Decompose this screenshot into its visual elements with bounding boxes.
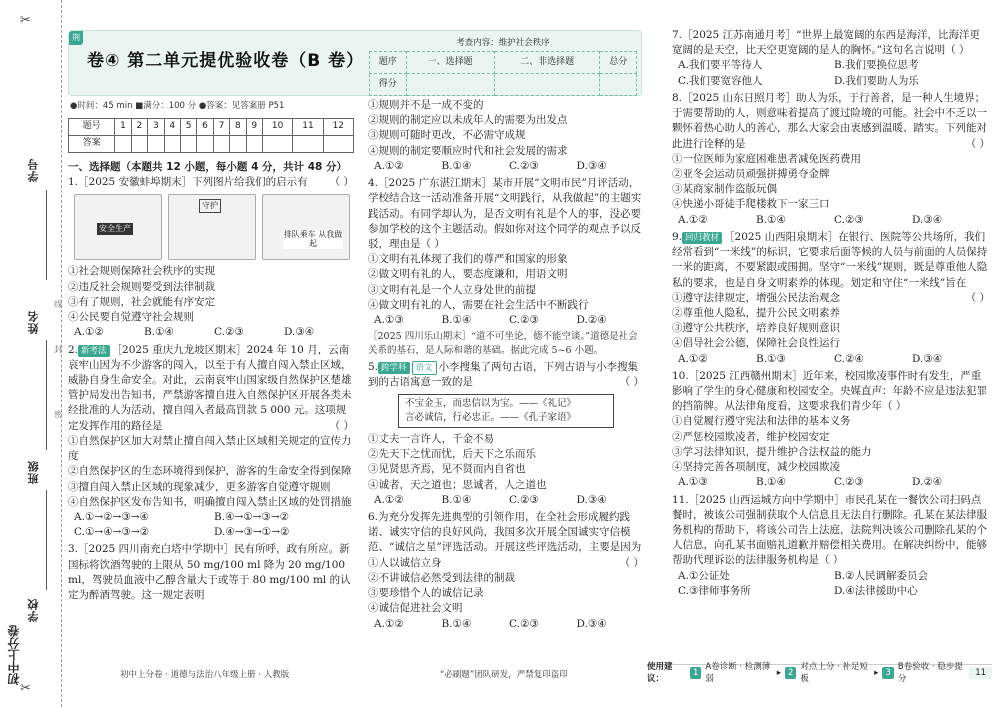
question-8 bbox=[672, 91, 990, 228]
choice-c[interactable]: C.②③ bbox=[214, 326, 244, 339]
safety-picture: 安全生产 bbox=[74, 194, 162, 260]
score-col-choice: 一、选择题 bbox=[406, 52, 494, 74]
answer-cell[interactable] bbox=[230, 136, 246, 153]
choices bbox=[374, 617, 644, 632]
name-label: 姓名 bbox=[27, 310, 40, 334]
choice-b[interactable]: B.①④ bbox=[441, 617, 472, 630]
choices bbox=[678, 584, 990, 599]
choice-a[interactable]: A.①② bbox=[678, 352, 708, 365]
footer-left: 初中上分卷 · 道德与法治八年级上册 · 人教版 bbox=[120, 670, 290, 680]
student-no-line bbox=[46, 190, 47, 280]
choice-d[interactable]: D.②④ bbox=[576, 314, 607, 327]
q5-stem: 小李搜集了两句古语，下列古语与小李搜集到的古语寓意一致的是 bbox=[368, 360, 639, 389]
question-number-cell: 2 bbox=[131, 119, 147, 136]
question-1 bbox=[68, 175, 354, 340]
option: ②自然保护区的生态环境得到保护，游客的生命安全得到保障 bbox=[68, 465, 352, 478]
q2-paren: （ ） bbox=[329, 419, 354, 432]
q4-stem: 4.［2025 广东湛江期末］某市开展“文明市民”月评活动，学校结合这一活动准备开展“文明践行，从我做起”的主题实践活动。有同学却认为，是否文明有礼是个人的事，没必要参加学校的这个主题活动。假如你对这个同学的观点予以反驳，理由是（ ） bbox=[368, 177, 642, 250]
choices bbox=[678, 58, 990, 73]
q10-stem: 10.［2025 江西赣州期末］近年来，校园欺凌事件时有发生，严重影响了学生的身心健康和校园安全。央媒直声：年龄不应是违法犯罪的挡箭牌。从法律角度看，这要求我们青少年（ ） bbox=[672, 369, 987, 413]
arrow-icon: ▸ bbox=[874, 667, 879, 678]
brand-logo: 初中上分卷 bbox=[7, 625, 21, 685]
choices bbox=[374, 493, 644, 508]
material-text: ［2025 四川乐山期末］“道不可坐论，德不能空谈。”道德是社会关系的基石，是人际和谐的基础。据此完成 5~6 小题。 bbox=[368, 331, 638, 357]
column-1 bbox=[68, 160, 354, 605]
q8-paren: （ ） bbox=[965, 137, 990, 150]
choice-b[interactable]: B.我们要换位思考 bbox=[834, 59, 919, 72]
answer-cell[interactable] bbox=[180, 136, 196, 153]
section-title: 一、选择题（本题共 12 小题，每小题 4 分，共计 48 分） bbox=[68, 161, 347, 173]
option: ①社会规则保障社会秩序的实现 bbox=[68, 265, 215, 278]
quote-box bbox=[398, 394, 614, 428]
question-number-cell: 12 bbox=[323, 119, 353, 136]
score-cell[interactable] bbox=[406, 74, 494, 96]
q5-paren: （ ） bbox=[619, 376, 644, 389]
option: ③文明有礼是一个人立身处世的前提 bbox=[368, 283, 536, 296]
q9-stem: ［2025 山西阳泉期末］在银行、医院等公共场所，我们经常看到“一米线”的标识，它要求后面等候的人员与前面的人员保持一米的距离，不要紧跟或围拥。坚守“一米线”规则，既是尊重他人隐私的要求，也是自身文明素养的体现。划定和守住“一米线”旨在 bbox=[672, 230, 988, 289]
choice-a[interactable]: A.①③ bbox=[374, 314, 404, 327]
choice-c[interactable]: C.②③ bbox=[834, 213, 864, 226]
answer-cell[interactable] bbox=[293, 136, 323, 153]
question-2: 2. 新考法 ［2025 重庆九龙坡区期末］2024 年 10 月，云南哀牢山因为不少游客的闯入，以至于有人擅自闯入禁止区域，威胁自身生命安全。对此，云南哀牢山国家级自然保护区楚雄管护局发出告知书，严禁游客擅自进入自然保护区开展各类未经批准的人为活动，擅自闯入者最高罚款 5 000 元。这项规定发挥作用的路径是 （ ） ①自然保护区加大对禁止擅自闯入禁止区域相关规定的宣传力度 ②自然保护区的生态环境得到保护，游客的生命安全得到保障 ③擅自闯入禁止区域的现象减少，更多游客自觉遵守规则 ④自然保护区发布告知书，明确擅自闯入禁止区域的处罚措施 A.①→②→③→④ B.④→①→③→② C.①→④→③→② D.④→③→①→② bbox=[68, 343, 354, 541]
question-number-cell: 5 bbox=[180, 119, 196, 136]
option: ③某商家制作盗版玩偶 bbox=[672, 183, 777, 196]
quote-2: 言必诚信，行必忠正。——《孔子家语》 bbox=[405, 412, 577, 424]
option: ②严惩校园欺凌者，维护校园安定 bbox=[672, 430, 830, 443]
option: ②尊重他人隐私，提升公民文明素养 bbox=[672, 306, 840, 319]
choice-b[interactable]: B.①④ bbox=[441, 159, 472, 172]
choice-d[interactable]: D.③④ bbox=[576, 159, 607, 172]
option: ④做文明有礼的人，需要在社会生活中不断践行 bbox=[368, 298, 589, 311]
question-number-cell: 7 bbox=[213, 119, 229, 136]
choice-d[interactable]: D.③④ bbox=[912, 213, 943, 226]
question-3 bbox=[68, 542, 354, 603]
scissors-icon: ✂ bbox=[20, 13, 31, 28]
choice-a[interactable]: A.①② bbox=[374, 493, 404, 506]
choice-a[interactable]: A.①→②→③→④ bbox=[74, 510, 149, 523]
score-table bbox=[369, 37, 637, 96]
chinese-badge: 语文 bbox=[412, 361, 437, 375]
choices bbox=[678, 213, 990, 228]
choice-c[interactable]: C.②④ bbox=[834, 352, 864, 365]
score-cell[interactable] bbox=[600, 74, 637, 96]
question-number-cell: 11 bbox=[293, 119, 323, 136]
name-line bbox=[46, 340, 47, 450]
question-11 bbox=[672, 493, 990, 600]
option: ③擅自闯入禁止区域的现象减少，更多游客自觉遵守规则 bbox=[68, 480, 331, 493]
question-10 bbox=[672, 369, 990, 491]
choice-a[interactable]: A.我们要平等待人 bbox=[678, 59, 763, 72]
step-1-number: 1 bbox=[690, 667, 701, 679]
choice-d[interactable]: D.④法律援助中心 bbox=[834, 584, 918, 597]
choice-a[interactable]: A.①② bbox=[74, 326, 104, 339]
textbook-badge: 回归教材 bbox=[682, 232, 722, 244]
step-1: A卷诊断 · 检测薄弱 bbox=[705, 661, 771, 684]
option: ①文明有礼体现了我们的尊严和国家的形象 bbox=[368, 253, 568, 266]
choices bbox=[678, 352, 990, 367]
choice-b[interactable]: B.①③ bbox=[756, 352, 786, 365]
arrow-icon: ▸ bbox=[776, 667, 781, 678]
option: ③有了规则，社会就能有序安定 bbox=[68, 295, 215, 308]
question-7 bbox=[672, 28, 990, 89]
choice-b[interactable]: B.①④ bbox=[144, 326, 174, 339]
option: ④诚者，天之道也；思诚者，人之道也 bbox=[368, 478, 547, 491]
guard-picture: 守护 bbox=[168, 194, 256, 260]
answer-cell[interactable] bbox=[115, 136, 131, 153]
question-number-cell: 10 bbox=[262, 119, 292, 136]
choice-d[interactable]: D.④→③→①→② bbox=[214, 526, 290, 539]
choice-c[interactable]: C.③律师事务所 bbox=[678, 584, 751, 597]
choice-a[interactable]: A.①② bbox=[678, 213, 708, 226]
step-3-number: 3 bbox=[882, 667, 893, 679]
choice-d[interactable]: D.③④ bbox=[576, 493, 607, 506]
option: ④坚持完善各项制度，减少校园欺凌 bbox=[672, 461, 840, 474]
score-cell[interactable] bbox=[494, 74, 600, 96]
choice-b[interactable]: B.②人民调解委员会 bbox=[834, 569, 928, 582]
option: ④公民要自觉遵守社会规则 bbox=[68, 311, 194, 324]
paper-header bbox=[68, 30, 642, 96]
choice-a[interactable]: A.①② bbox=[374, 617, 404, 630]
answer-table-label: 题号 bbox=[69, 119, 115, 136]
choices bbox=[74, 525, 354, 540]
answer-cell[interactable] bbox=[197, 136, 213, 153]
question-number-cell: 9 bbox=[246, 119, 262, 136]
option: ②先天下之忧而忧，后天下之乐而乐 bbox=[368, 448, 536, 461]
question-number-cell: 4 bbox=[164, 119, 180, 136]
choices bbox=[74, 325, 354, 340]
choice-b[interactable]: B.④→①→③→② bbox=[214, 510, 290, 523]
choices bbox=[374, 159, 644, 174]
question-5: 5. 跨学科 语文 小李搜集了两句古语，下列古语与小李搜集到的古语寓意一致的是 （ ） 不宝金玉，而忠信以为宝。——《礼记》 言必诚信，行必忠正。——《孔子家语》 ①丈夫一言许人，千金不易 ②先天下之忧而忧，后天下之乐而乐 ③见贤思齐焉，见不贤而内自省也 ④诚者，天之道也；思诚者，人之道也 A.①② B.①④ C.②③ D.③④ bbox=[368, 360, 644, 508]
answer-table bbox=[68, 118, 354, 153]
tip-label: 使用建议： bbox=[647, 661, 673, 684]
class-label: 班级 bbox=[27, 460, 40, 484]
q7-stem: 7.［2025 江苏南通月考］“世界上最宽阔的东西是海洋，比海洋更宽阔的是天空，比天空更宽阔的是人的胸怀。”这句名言说明（ ） bbox=[672, 29, 980, 57]
question-9: 9. 回归教材 ［2025 山西阳泉期末］在银行、医院等公共场所，我们经常看到“一米线”的标识，它要求后面等候的人员与前面的人员保持一米的距离，不要紧跟或围拥。坚守“一米线”规则，既是尊重他人隐私的要求，也是自身文明素养的体现。划定和守住“一米线”旨在 （ ） ①遵守法律规定，增强公民法治观念 ②尊重他人隐私，提升公民文明素养 ③遵守公共秩序，培养良好规则意识 ④倡导社会公德，保障社会良性运行 A.①② B.①③ C.②④ D.③④ bbox=[672, 230, 990, 367]
option: ④自然保护区发布告知书，明确擅自闯入禁止区域的处罚措施 bbox=[68, 495, 352, 508]
choice-c[interactable]: C.我们要宽容他人 bbox=[678, 74, 763, 87]
answer-cell[interactable] bbox=[262, 136, 292, 153]
score-col-order: 题序 bbox=[370, 52, 407, 74]
q11-stem: 11.［2025 山西运城方向中学期中］市民孔某在一餐饮公司扫码点餐时，被该公司强制获取个人信息且无法自行删除。孔某在某法律服务机构的帮助下，将该公司告上法庭，法院判决该公司删除孔某的个人信息，向孔某书面赔礼道歉并赔偿相关费用。在解决纠纷中，能够帮助代理诉讼的法律服务机构是（ ） bbox=[672, 493, 987, 567]
score-row-label: 得分 bbox=[370, 74, 407, 96]
answer-cell[interactable] bbox=[131, 136, 147, 153]
answer-cell[interactable] bbox=[148, 136, 164, 153]
choice-c[interactable]: C.②③ bbox=[509, 314, 539, 327]
q6-stem: 6.为充分发挥先进典型的引领作用，在全社会形成履约践诺、诚实守信的良好风尚，我国多次开展全国诚实守信模范、“诚信之星”评选活动。开展这些评选活动，主要是因为 bbox=[368, 510, 642, 554]
school-label: 学校 bbox=[27, 598, 40, 622]
question-6 bbox=[368, 510, 644, 632]
option: ④诚信促进社会文明 bbox=[368, 602, 463, 615]
option: ②违反社会规则要受到法律制裁 bbox=[68, 280, 215, 293]
choices bbox=[678, 569, 990, 584]
option: ③学习法律知识，提升维护合法权益的能力 bbox=[672, 445, 872, 458]
choice-d[interactable]: D.③④ bbox=[912, 352, 943, 365]
choice-d[interactable]: D.②④ bbox=[912, 476, 943, 489]
student-no-label: 学号 bbox=[27, 158, 40, 182]
score-col-nonchoice: 二、非选择题 bbox=[494, 52, 600, 74]
option: ①人以诚信立身 bbox=[368, 556, 442, 569]
column-2 bbox=[368, 98, 644, 634]
option: ③见贤思齐焉，见不贤而内自省也 bbox=[368, 463, 526, 476]
cut-mark-2: 封 bbox=[53, 345, 63, 353]
question-number-cell: 8 bbox=[230, 119, 246, 136]
answer-cell[interactable] bbox=[246, 136, 262, 153]
choices bbox=[678, 74, 990, 89]
option: ④快递小哥徒手爬楼救下一家三口 bbox=[672, 198, 830, 211]
option: ①丈夫一言许人，千金不易 bbox=[368, 432, 494, 445]
q6-paren: （ ） bbox=[619, 556, 644, 569]
cut-mark-3: 密 bbox=[53, 410, 63, 418]
choice-d[interactable]: D.③④ bbox=[284, 326, 315, 339]
choice-a[interactable]: A.①公证处 bbox=[678, 569, 730, 582]
option: ②做文明有礼的人，要态度谦和，用语文明 bbox=[368, 268, 568, 281]
option: ③遵守公共秩序，培养良好规则意识 bbox=[672, 322, 840, 335]
scissors-icon-bottom: ✂ bbox=[20, 681, 31, 696]
choice-c[interactable]: C.②③ bbox=[834, 476, 864, 489]
queue-picture: 排队乘车 从我做起 bbox=[262, 194, 350, 260]
cross-subject-badge: 跨学科 bbox=[378, 362, 410, 374]
new-method-badge: 新考法 bbox=[78, 345, 110, 357]
question-number-cell: 6 bbox=[197, 119, 213, 136]
exam-meta: ●时间：45 min ■满分：100 分 ●答案：见答案册 P51 bbox=[70, 101, 285, 111]
choice-c[interactable]: C.②③ bbox=[509, 617, 539, 630]
content-note: 考查内容：维护社会秩序 bbox=[456, 38, 550, 48]
option: ②规则的制定应以未成年人的需要为出发点 bbox=[368, 114, 568, 127]
choice-c[interactable]: C.②③ bbox=[509, 159, 539, 172]
choice-b[interactable]: B.①④ bbox=[441, 314, 472, 327]
option: ③规则可随时更改，不必需守成规 bbox=[368, 129, 526, 142]
footer-mid: “必刷题”团队研发，严禁复印盗印 bbox=[440, 670, 568, 680]
question-3-options bbox=[368, 98, 644, 174]
answer-table-label: 答案 bbox=[69, 136, 115, 153]
choice-b[interactable]: B.①④ bbox=[441, 493, 472, 506]
option: ①规则并不是一成不变的 bbox=[368, 99, 484, 111]
answer-cell[interactable] bbox=[213, 136, 229, 153]
choice-d[interactable]: D.我们要助人为乐 bbox=[834, 74, 919, 87]
choice-b[interactable]: B.①④ bbox=[756, 213, 786, 226]
option: ①一位医师为家庭困难患者减免医药费用 bbox=[672, 152, 861, 165]
choices bbox=[74, 510, 354, 525]
option: ①自觉履行遵守宪法和法律的基本义务 bbox=[672, 415, 851, 428]
q8-stem: 8.［2025 山东日照月考］助人为乐，于行善者，是一种人生境界；于需要帮助的人，则意味着提高了渡过险境的可能。社会中不乏以一颗怀着热心助人的善心，那么大家会由衷感到温暖、踏实。下列能对此进行诠释的是 bbox=[672, 91, 987, 150]
q2-stem: ［2025 重庆九龙坡区期末］2024 年 10 月，云南哀牢山因为不少游客的闯入，以至于有人擅自闯入禁止区域，威胁自身生命安全。对此，云南哀牢山国家级自然保护区楚雄管护局发出告知书，严禁游客擅自进入自然保护区开展各类未经批准的人为活动，擅自闯入者最高罚款 5 000 元。这项规定发挥作用的路径是 bbox=[68, 343, 352, 432]
q3-stem: 3.［2025 四川南充白塔中学期中］民有所呼，政有所应。新国标将饮酒驾驶的上限从 50 mg/100 ml 降为 20 mg/100 ml，驾驶员血液中乙醇含量大于或等于 80 mg/100 ml 的认定为醉酒驾驶。这一规定表明 bbox=[68, 543, 351, 602]
choice-c[interactable]: C.①→④→③→② bbox=[74, 526, 150, 539]
cut-mark-1: 线 bbox=[53, 300, 63, 308]
q1-paren: （ ） bbox=[329, 176, 354, 189]
choice-a[interactable]: A.①③ bbox=[678, 476, 708, 489]
choices bbox=[678, 475, 990, 490]
option: ④规则的制定要顺应时代和社会发展的需求 bbox=[368, 144, 568, 157]
answer-cell[interactable] bbox=[164, 136, 180, 153]
option: ②亚冬会运动员顽强拼搏勇夺金牌 bbox=[672, 167, 830, 180]
paper-title: 卷④ 第二单元提优验收卷（B 卷） bbox=[87, 51, 365, 71]
option: ①自然保护区加大对禁止擅自闯入禁止区域相关规定的宣传力度 bbox=[68, 434, 352, 463]
quote-1: 不宝金玉，而忠信以为宝。——《礼记》 bbox=[405, 398, 577, 410]
column-3 bbox=[672, 28, 990, 601]
choices bbox=[374, 313, 644, 328]
option: ②不讲诚信必然受到法律的制裁 bbox=[368, 571, 515, 584]
option: ③要珍惜个人的诚信记录 bbox=[368, 587, 484, 600]
binding-margin bbox=[0, 0, 62, 707]
class-line bbox=[46, 490, 47, 590]
q9-paren: （ ） bbox=[965, 291, 990, 304]
province-tag: 荆 bbox=[69, 31, 83, 45]
usage-tip bbox=[647, 661, 992, 684]
answer-cell[interactable] bbox=[323, 136, 353, 153]
choice-b[interactable]: B.①④ bbox=[756, 476, 786, 489]
q1-pictures bbox=[74, 194, 354, 260]
choice-c[interactable]: C.②③ bbox=[509, 493, 539, 506]
step-2-number: 2 bbox=[785, 667, 796, 679]
question-4 bbox=[368, 176, 644, 328]
option: ①遵守法律规定，增强公民法治观念 bbox=[672, 291, 840, 304]
question-number-cell: 1 bbox=[115, 119, 131, 136]
option: ④倡导社会公德，保障社会良性运行 bbox=[672, 337, 840, 350]
page-number: 11 bbox=[969, 667, 992, 679]
choice-d[interactable]: D.③④ bbox=[576, 617, 607, 630]
choice-a[interactable]: A.①② bbox=[374, 159, 404, 172]
step-2: 对点上分 · 补足短板 bbox=[800, 661, 868, 684]
score-col-total: 总分 bbox=[600, 52, 637, 74]
step-3: B卷验收 · 稳步提分 bbox=[897, 661, 963, 684]
q1-stem: 1.［2025 安徽蚌埠期末］下列图片给我们的启示有 bbox=[68, 176, 308, 189]
question-number-cell: 3 bbox=[148, 119, 164, 136]
